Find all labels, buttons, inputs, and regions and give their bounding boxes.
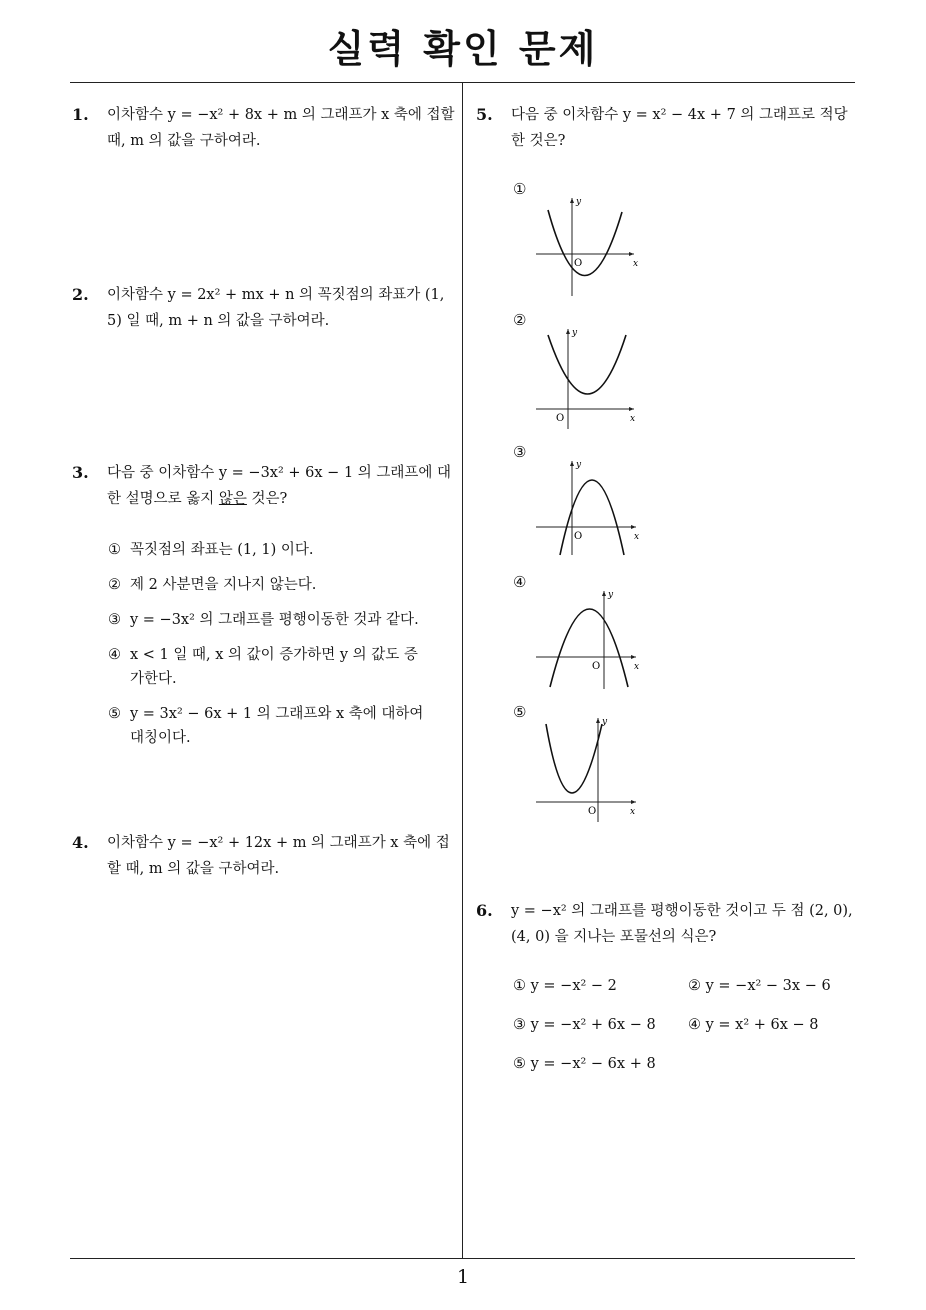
graph-1-mark[interactable]: ① bbox=[513, 180, 527, 198]
question-number: 5. bbox=[476, 105, 493, 124]
y-axis-label: y bbox=[576, 460, 582, 470]
choice-3[interactable]: ③ y = −3x² 의 그래프를 평행이동한 것과 같다. bbox=[108, 612, 419, 628]
question-number: 1. bbox=[72, 105, 89, 124]
y-axis-label: y bbox=[608, 590, 614, 600]
question-text: 다음 중 이차함수 y = −3x² + 6x − 1 의 그래프에 대한 설명으로 옳지 않은 것은? bbox=[107, 465, 452, 507]
graph-2-mark[interactable]: ② bbox=[513, 311, 527, 329]
origin-label: O bbox=[588, 806, 597, 817]
underlined-word: 않은 bbox=[218, 491, 247, 507]
page-number: 1 bbox=[456, 1266, 470, 1288]
y-axis-label: y bbox=[602, 717, 608, 727]
question-text: y = −x² 의 그래프를 평행이동한 것이고 두 점 (2, 0), (4, 0) 을 지나는 포물선의 식은? bbox=[511, 903, 853, 945]
x-axis-label: x bbox=[634, 532, 640, 542]
page-title: 실력 확인 문제 bbox=[327, 27, 599, 71]
x-axis-label: x bbox=[630, 807, 636, 817]
graph-5-mark[interactable]: ⑤ bbox=[513, 703, 527, 721]
question-number: 3. bbox=[72, 463, 89, 482]
graph-3-mark[interactable]: ③ bbox=[513, 443, 527, 461]
question-text: 이차함수 y = 2x² + mx + n 의 꼭짓점의 좌표가 (1, 5) 일 때, m + n 의 값을 구하여라. bbox=[107, 287, 445, 329]
graph-4-mark[interactable]: ④ bbox=[513, 573, 527, 591]
y-axis-label: y bbox=[572, 328, 578, 338]
choice-5[interactable]: ⑤ y = 3x² − 6x + 1 의 그래프와 x 축에 대하여 대칭이다. bbox=[108, 706, 424, 746]
graph-2[interactable] bbox=[530, 323, 650, 433]
bottom-rule bbox=[70, 1258, 855, 1259]
question-text: 다음 중 이차함수 y = x² − 4x + 7 의 그래프로 적당한 것은? bbox=[511, 107, 848, 149]
question-1 bbox=[72, 102, 457, 154]
choice-3[interactable]: ③ y = −x² + 6x − 8 bbox=[513, 1017, 656, 1033]
column-divider bbox=[462, 83, 463, 1258]
x-axis-label: x bbox=[634, 662, 640, 672]
question-6 bbox=[476, 898, 861, 950]
origin-label: O bbox=[556, 413, 565, 424]
x-axis-label: x bbox=[633, 259, 639, 269]
x-axis-label: x bbox=[630, 414, 636, 424]
origin-label: O bbox=[592, 661, 601, 672]
question-number: 4. bbox=[72, 833, 89, 852]
choice-4[interactable]: ④ x < 1 일 때, x 의 값이 증가하면 y 의 값도 증가한다. bbox=[108, 647, 418, 687]
question-5 bbox=[476, 102, 861, 154]
choice-2[interactable]: ② 제 2 사분면을 지나지 않는다. bbox=[108, 577, 317, 593]
question-3 bbox=[72, 460, 457, 512]
choice-1[interactable]: ① y = −x² − 2 bbox=[513, 978, 617, 994]
choice-4[interactable]: ④ y = x² + 6x − 8 bbox=[688, 1017, 819, 1033]
graph-3[interactable] bbox=[530, 455, 650, 565]
origin-label: O bbox=[574, 258, 583, 269]
question-text: 이차함수 y = −x² + 8x + m 의 그래프가 x 축에 접할 때, m 의 값을 구하여라. bbox=[107, 107, 455, 149]
question-2 bbox=[72, 282, 457, 334]
question-3-choices bbox=[108, 538, 453, 761]
graph-1[interactable] bbox=[530, 192, 650, 302]
graph-4[interactable] bbox=[530, 585, 650, 695]
graph-5[interactable] bbox=[530, 712, 650, 827]
origin-label: O bbox=[574, 531, 583, 542]
choice-5[interactable]: ⑤ y = −x² − 6x + 8 bbox=[513, 1056, 656, 1072]
y-axis-label: y bbox=[576, 197, 582, 207]
choice-1[interactable]: ① 꼭짓점의 좌표는 (1, 1) 이다. bbox=[108, 542, 314, 558]
question-number: 6. bbox=[476, 901, 493, 920]
question-text: 이차함수 y = −x² + 12x + m 의 그래프가 x 축에 접할 때, m 의 값을 구하여라. bbox=[107, 835, 450, 877]
question-number: 2. bbox=[72, 285, 89, 304]
question-4 bbox=[72, 830, 457, 882]
choice-2[interactable]: ② y = −x² − 3x − 6 bbox=[688, 978, 831, 994]
question-6-choices bbox=[513, 978, 858, 1088]
